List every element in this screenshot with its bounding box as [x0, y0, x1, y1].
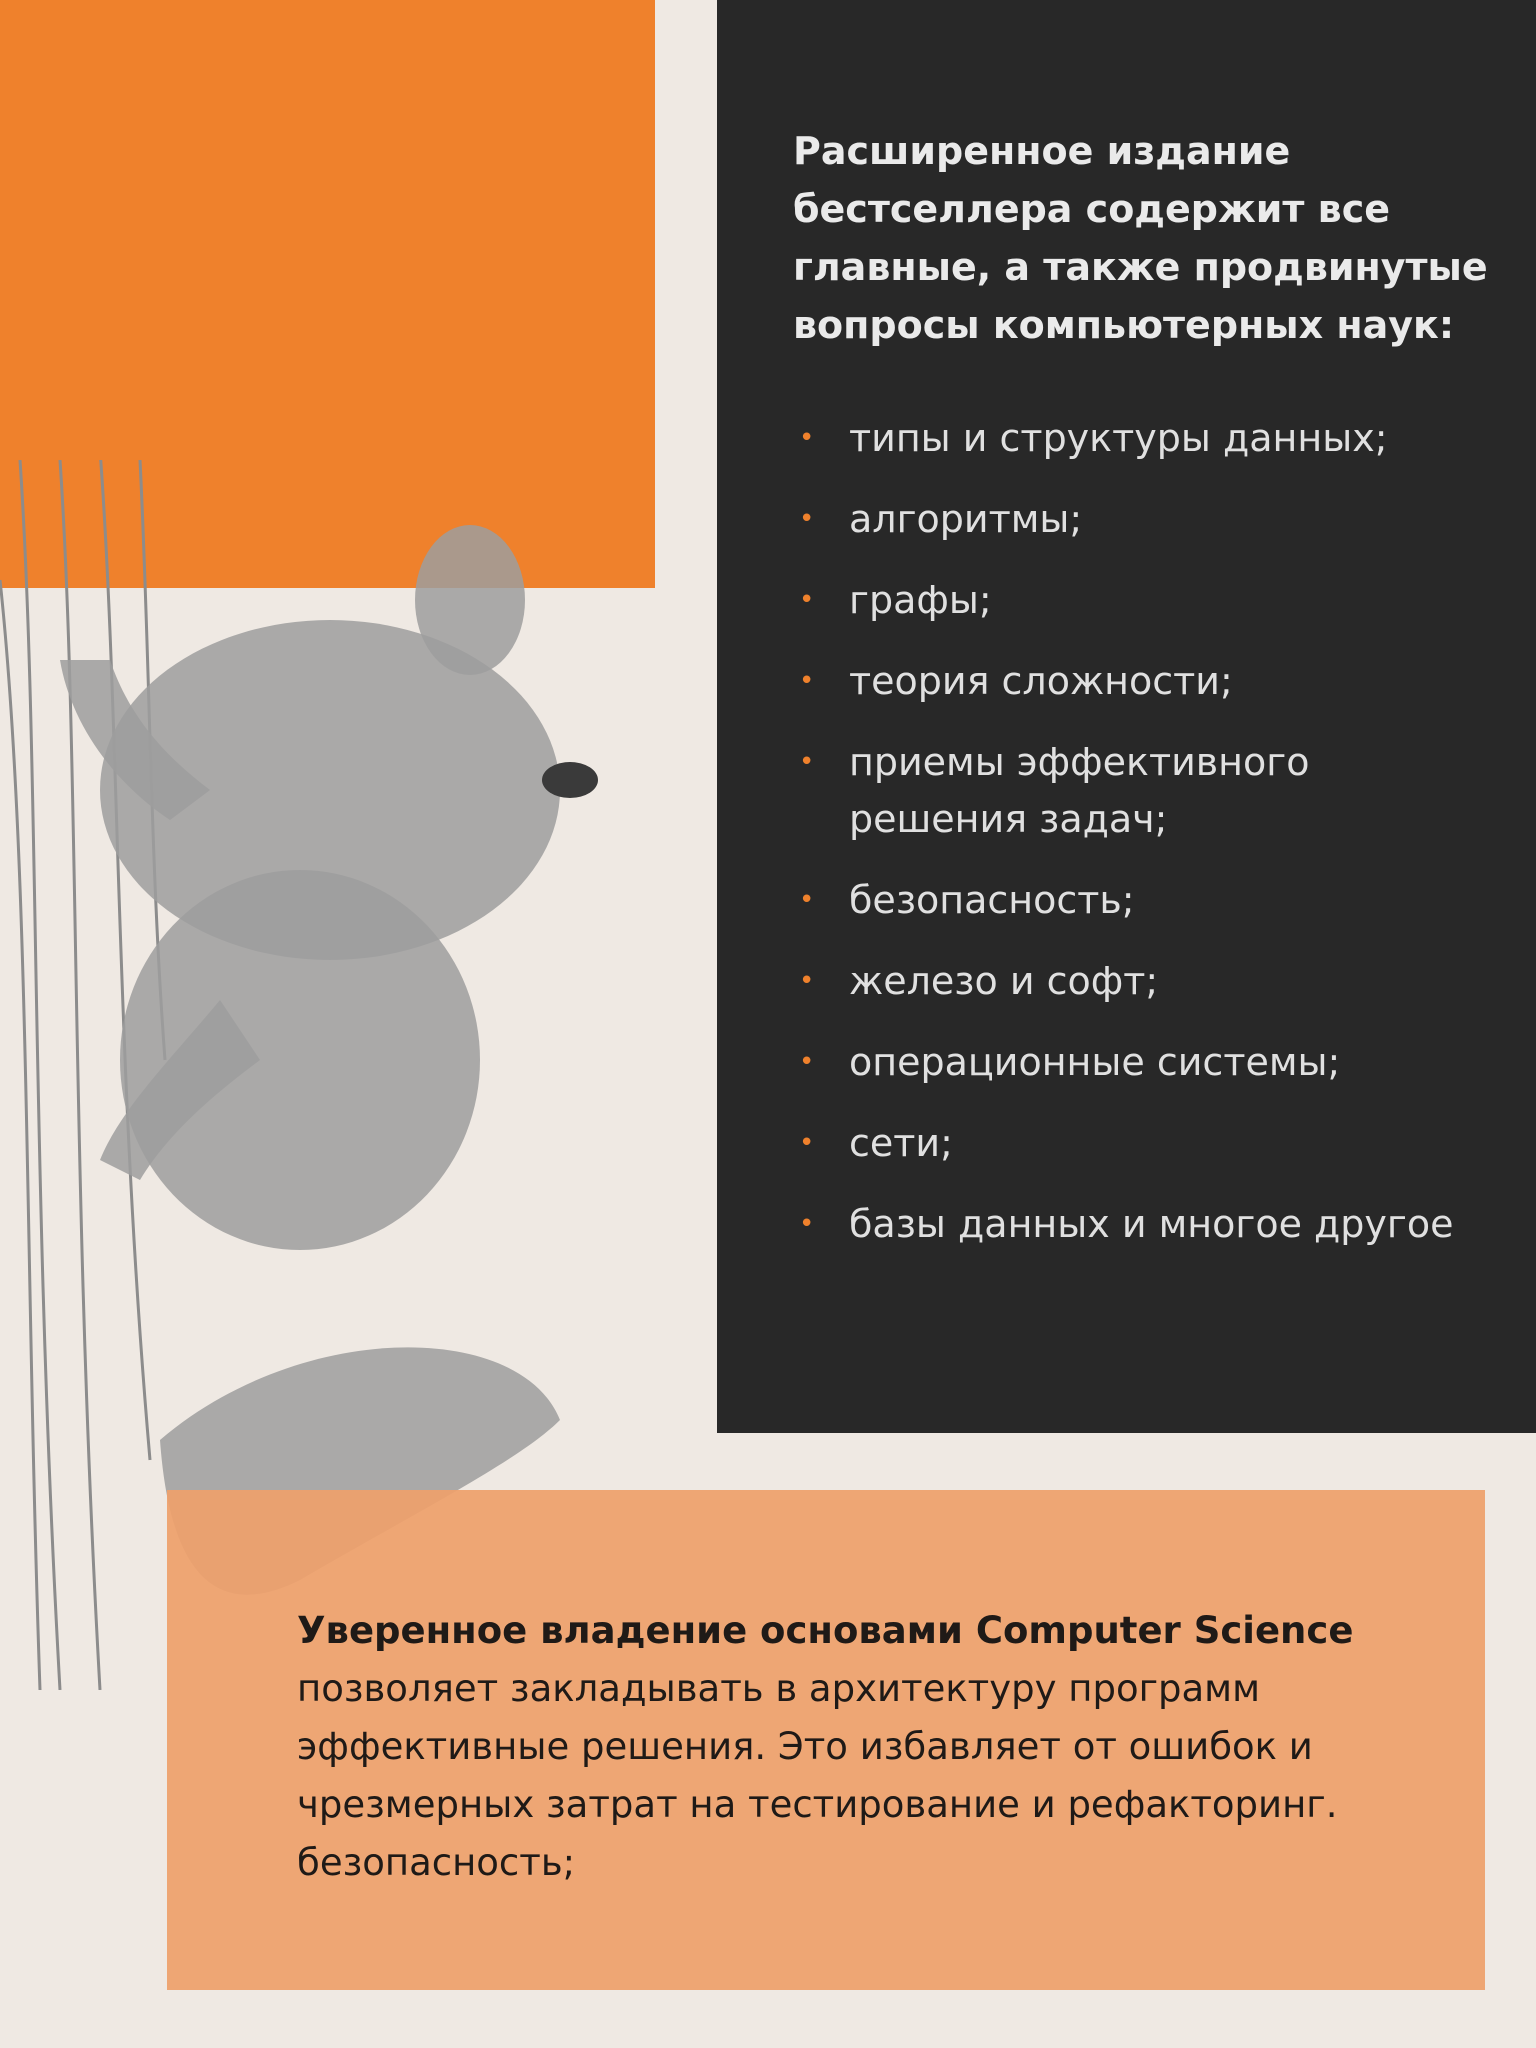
bullet-icon: • — [799, 1209, 815, 1239]
list-item: • типы и структуры данных; — [793, 410, 1493, 467]
list-item: • железо и софт; — [793, 953, 1493, 1010]
bullet-icon: • — [799, 1128, 815, 1158]
intro-heading: Расширенное издание бестселлера содержит все главные, а также продвинутые вопросы компьютерных наук: — [793, 129, 1488, 347]
bullet-icon: • — [799, 504, 815, 534]
topics-panel — [717, 0, 1536, 1433]
bullet-icon: • — [799, 666, 815, 696]
list-item: • операционные системы; — [793, 1034, 1493, 1091]
bullet-icon: • — [799, 966, 815, 996]
bullet-icon: • — [799, 423, 815, 453]
list-item: • безопасность; — [793, 872, 1493, 929]
bullet-icon: • — [799, 1047, 815, 1077]
list-item: • приемы эффективного решения задач; — [793, 734, 1493, 848]
list-item: • сети; — [793, 1115, 1493, 1172]
highlight-box — [167, 1490, 1485, 1990]
list-item: • графы; — [793, 572, 1493, 629]
bullet-icon: • — [799, 585, 815, 615]
highlight-text — [297, 1602, 1417, 1892]
squirrel-eye — [542, 762, 598, 798]
squirrel-body — [60, 525, 560, 1595]
list-item: • теория сложности; — [793, 653, 1493, 710]
bullet-icon: • — [799, 885, 815, 915]
bullet-icon: • — [799, 747, 815, 777]
highlight-body: позволяет закладывать в архитектуру программ эффективные решения. Это избавляет от ошибок и чрезмерных затрат на тестирование и рефакторинг. безопасность; — [297, 1667, 1338, 1884]
list-item: • алгоритмы; — [793, 491, 1493, 548]
highlight-lead: Уверенное владение основами Computer Science — [297, 1609, 1354, 1652]
topics-list — [793, 410, 1493, 1277]
list-item: • базы данных и многое другое — [793, 1196, 1493, 1253]
